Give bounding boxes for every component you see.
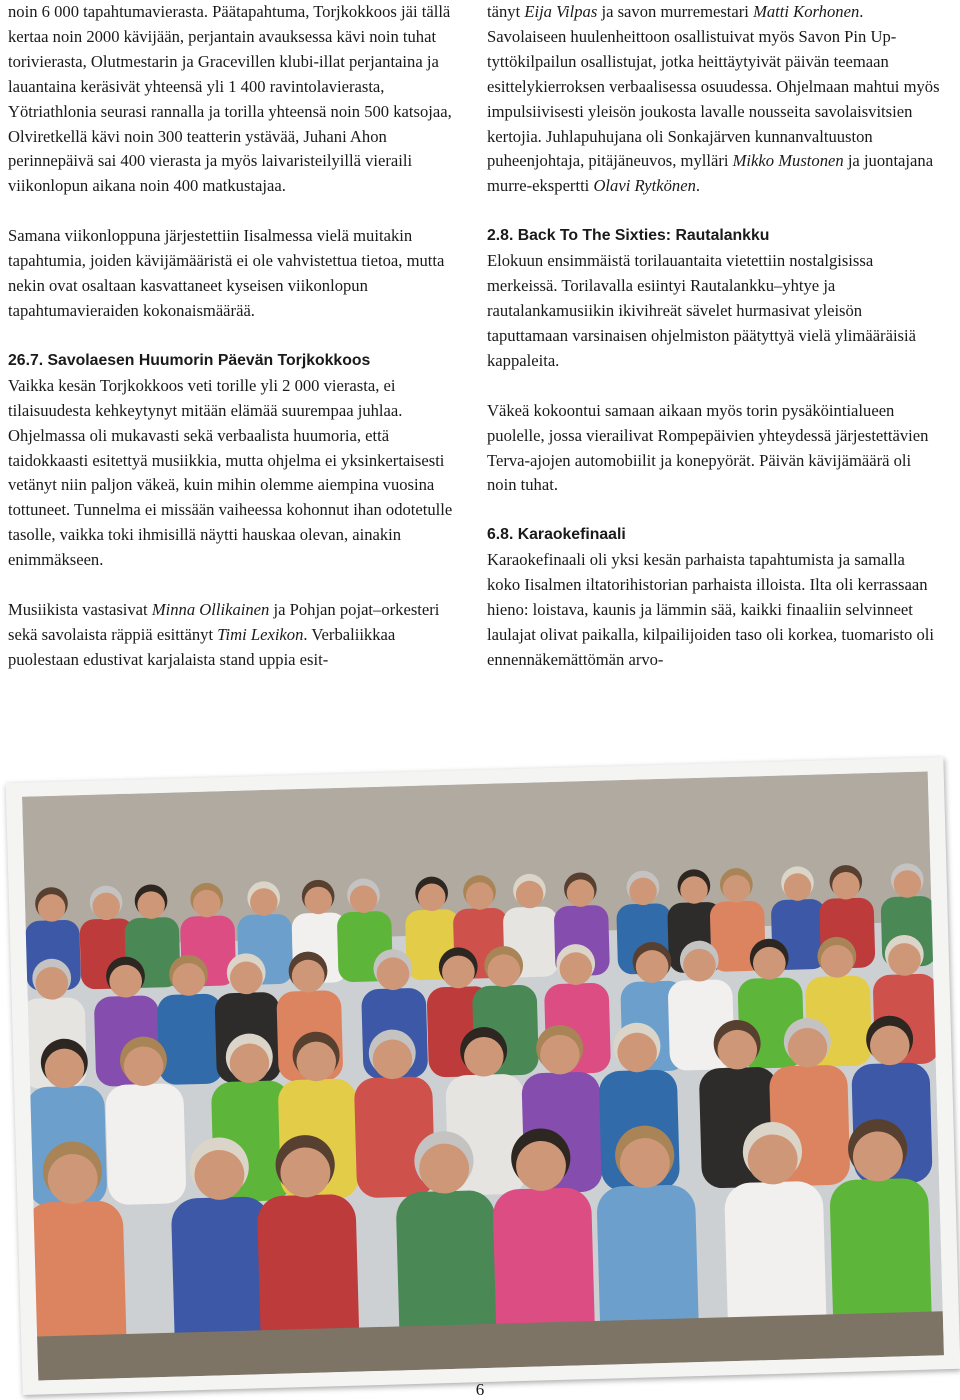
person-name: Mikko Mustonen bbox=[732, 151, 844, 171]
crowd-photo-frame bbox=[6, 757, 960, 1395]
text-run: ja savon murremestari bbox=[597, 2, 754, 21]
text-column-left bbox=[8, 0, 463, 673]
paragraph: Samana viikonloppuna järjestettiin Iisalmessa vielä muitakin tapahtumia, joiden kävijämääristä ei ole vahvistettua tietoa, mutta nekin ovat osaltaan kasvattaneet kyseisen viikonlopun tapahtumavieraiden kokonaismäärää. bbox=[8, 226, 445, 320]
photo-shade bbox=[22, 771, 944, 1380]
text-run: . Verbaliikkaa puolestaan edustivat karjalaista stand uppia esit- bbox=[8, 624, 396, 669]
person-name: Minna Ollikainen bbox=[151, 600, 270, 620]
section-heading: 6.8. Karaokefinaali bbox=[487, 526, 626, 544]
text-run: ja Pohjan pojat–orkesteri sekä savolaista räppiä esittänyt bbox=[8, 600, 440, 644]
paragraph: Väkeä kokoontui samaan aikaan myös torin pysäköintialueen puolelle, jossa vierailivat Rompepäivien yhteydessä järjestettävien Terva-ajojen automobiilit ja konepyörät. Päivän kävijämäärä oli noin tuhat. bbox=[487, 400, 929, 495]
person-name: Matti Korhonen bbox=[753, 2, 860, 21]
paragraph: Vaikka kesän Torjkokkoos veti torille yli 2 000 vierasta, ei tilaisuudesta kehkeytynyt mitään elämää suurempaa juhlaa. Ohjelmassa oli mukavasti sekä verbaalista huumoria, että taidokkaasti esitettyä musiikkia, mutta ohjelma ei yksinkertaisesti vetänyt niin paljon väkeä, kuin mihin olemme aiempina vuosina tottuneet. Tunnelma ei missään vaiheessa kohonnut ihan odotetulle tasolle, vaikka toki ihmisillä näytti hauskaa olevan, ainakin enimmäkseen. bbox=[8, 375, 453, 570]
paragraph bbox=[8, 598, 463, 673]
text-run: ja juontajana murre-ekspertti bbox=[487, 151, 934, 196]
paragraph: Elokuun ensimmäistä torilauantaita vietettiin nostalgisissa merkeissä. Torilavalla esiintyi Rautalankku–yhtye ja rautalankamusiikin ikivihreät sävelet hurmasivat yleisön taputtamaan varsinaisen ohjelmiston päätyttyä vielä ylimääräisiä kappaleita. bbox=[487, 251, 916, 370]
person-name: Timi Lexikon bbox=[217, 624, 304, 644]
text-column-right bbox=[487, 0, 942, 673]
paragraph: noin 6 000 tapahtumavierasta. Päätapahtuma, Torjkokkoos jäi tällä kertaa noin 2000 kävijään, perjantain avauksessa kävi noin tuhat torivierasta, Olutmestarin ja Gracevillen klubi-illat perjantaina ja lauantaina keräsivät yhteensä yli 1 400 ravintolavierasta, Yötriathlonia seurasi rannalla ja torilla yhteensä noin 500 katsojaa, Olviretkellä kävi noin 300 teatterin ystävää, Juhani Ahon perinnepäivä sai 400 vierasta ja myös laivaristeilyillä vieraili viikonlopun aikana noin 400 matkustajaa. bbox=[8, 2, 452, 196]
person-name: Olavi Rytkönen bbox=[593, 176, 696, 196]
crowd-photo bbox=[22, 771, 944, 1380]
section-heading: 26.7. Savolaesen Huumorin Päevän Torjkokkoos bbox=[8, 351, 371, 369]
paragraph bbox=[487, 0, 942, 199]
paragraph: Karaokefinaali oli yksi kesän parhaista tapahtumista ja samalla koko Iisalmen iltatorihistorian parhaista illoista. Ilta oli kerrassaan hieno: loistava, kaunis ja lämmin sää, kaikki finaaliin selvinneet laulajat olivat paikalla, kilpailijoiden taso oli korkea, tuomaristo oli ennennäkemättömän arvo- bbox=[487, 550, 935, 669]
section-heading: 2.8. Back To The Sixties: Rautalankku bbox=[487, 227, 770, 245]
text-run: Musiikista vastasivat bbox=[8, 600, 152, 620]
person-name: Eija Vilpas bbox=[524, 2, 598, 21]
text-run: . Savolaiseen huulenheittoon osallistuivat myös Savon Pin Up-tyttökilpailun osallistujat, jotka heittäytyivät päivän teemaan esittelykierroksen verbaalisessa osuudessa. Ohjelmaan mahtui myös impulsiivisesti yleisön joukosta lavalle nousseita savolaisvitsien kertojia. Juhlapuhujana oli Sonkajärven kunnanvaltuuston puheenjohtaja, pitäjäneuvos, mylläri bbox=[487, 2, 940, 171]
page-number: 6 bbox=[475, 1380, 485, 1399]
text-run: tänyt bbox=[487, 2, 525, 21]
text-run: . bbox=[695, 176, 701, 196]
crowd-figures bbox=[22, 771, 944, 1380]
